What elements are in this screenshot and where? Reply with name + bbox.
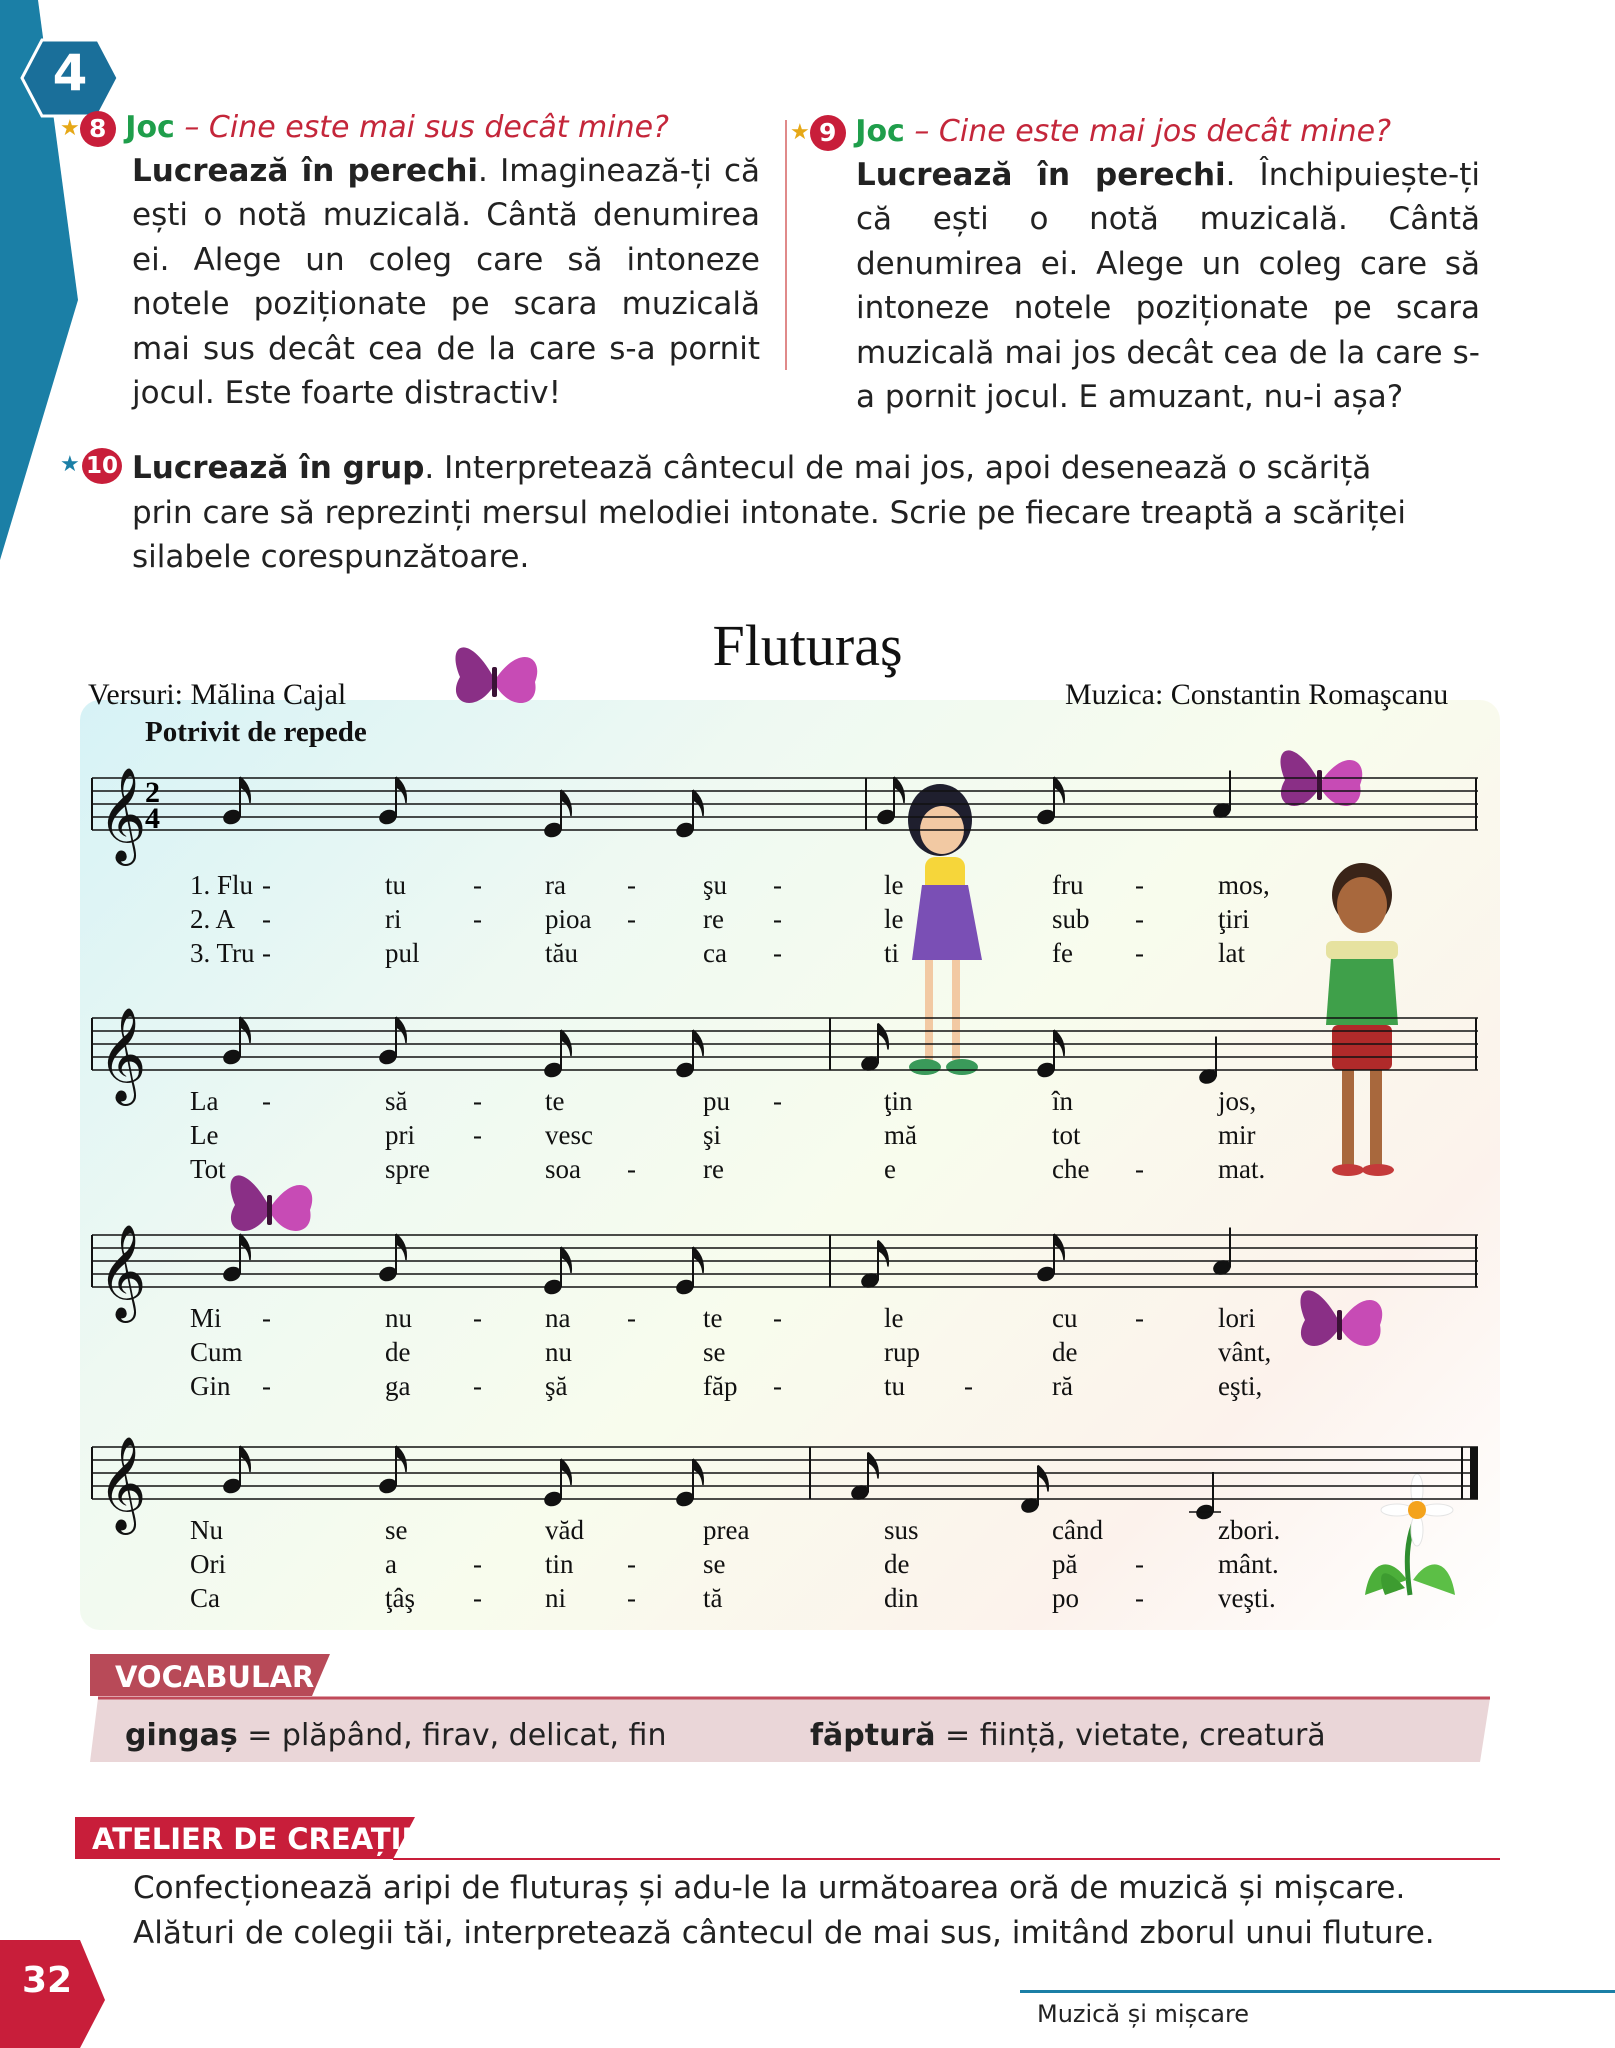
- vocabulary-definition: = plăpând, firav, delicat, fin: [237, 1718, 667, 1753]
- lyric-syllable: nu: [385, 1303, 412, 1333]
- vocabulary-item: [125, 1718, 666, 1753]
- chapter-number: 4: [52, 44, 88, 102]
- lyric-syllable: re: [703, 904, 724, 934]
- time-signature-bottom: 4: [145, 802, 160, 835]
- lyric-syllable: pul: [385, 938, 420, 968]
- lyric-hyphen: -: [964, 1371, 973, 1401]
- vocabulary-definition: = ființă, vietate, creatură: [935, 1718, 1326, 1753]
- lyric-syllable: şu: [703, 870, 728, 900]
- lyric-syllable: fru: [1052, 870, 1084, 900]
- task-bold: Lucrează în perechi: [132, 152, 479, 189]
- task-bold: Lucrează în grup: [132, 450, 425, 486]
- lyric-syllable: ti: [884, 938, 900, 968]
- lyric-syllable: Mi: [190, 1303, 222, 1333]
- lyric-syllable: ţiri: [1218, 904, 1250, 934]
- lyric-syllable: Ca: [190, 1583, 220, 1613]
- lyric-syllable: ga: [385, 1371, 411, 1401]
- butterfly-icon: [1265, 725, 1375, 835]
- lyric-syllable: Ori: [190, 1549, 226, 1579]
- task-number: 9: [810, 115, 846, 151]
- girl-illustration: [870, 775, 1020, 1095]
- lyric-syllable: ca: [703, 938, 727, 968]
- star-icon: ★: [60, 452, 80, 477]
- lyric-hyphen: -: [773, 870, 782, 900]
- lyric-syllable: văd: [545, 1515, 584, 1545]
- lyric-syllable: vesc: [545, 1120, 593, 1150]
- lyric-syllable: re: [703, 1154, 724, 1184]
- lyric-syllable: mânt.: [1218, 1549, 1279, 1579]
- lyric-hyphen: -: [473, 904, 482, 934]
- music-author: Muzica: Constantin Romaşcanu: [1065, 678, 1449, 711]
- star-icon: ★: [790, 120, 810, 145]
- task-10: [60, 446, 1407, 580]
- lyric-syllable: se: [385, 1515, 408, 1545]
- lyric-syllable: făp: [703, 1371, 738, 1401]
- lyric-hyphen: -: [1135, 1154, 1144, 1184]
- lyric-syllable: Gin: [190, 1371, 231, 1401]
- lyric-syllable: în: [1052, 1086, 1074, 1116]
- atelier-text: Confecționează aripi de fluturaș și adu-le la următoarea oră de muzică și mișcare. Alături de colegii tăi, interpretează cântecul de mai sus, imitând zborul unui fluture.: [133, 1870, 1435, 1951]
- task-body: . Imaginează-ți că ești o notă muzicală. Cântă denumirea ei. Alege un coleg care să intoneze notele poziționate pe scara muzicală mai sus decât cea de la care s-a pornit jocul. Este foarte distractiv!: [132, 152, 760, 411]
- lyric-syllable: le: [884, 1303, 904, 1333]
- lyric-hyphen: -: [473, 1371, 482, 1401]
- lyric-hyphen: -: [773, 938, 782, 968]
- lyric-syllable: sus: [884, 1515, 919, 1545]
- lyric-syllable: sub: [1052, 904, 1090, 934]
- task-label: Joc: [125, 110, 175, 145]
- lyric-syllable: Nu: [190, 1515, 223, 1545]
- lyric-syllable: vânt,: [1218, 1337, 1272, 1367]
- lyric-syllable: lat: [1218, 938, 1245, 968]
- lyric-hyphen: -: [773, 1371, 782, 1401]
- lyric-syllable: eşti,: [1218, 1371, 1263, 1401]
- lyric-syllable: cu: [1052, 1303, 1078, 1333]
- time-signature-top: 2: [145, 776, 160, 809]
- footer-subject: Muzică și mișcare: [1037, 2000, 1250, 2028]
- treble-clef-icon: 𝄞: [98, 1436, 147, 1531]
- lyric-syllable: pă: [1052, 1549, 1078, 1579]
- lyric-syllable: te: [703, 1303, 723, 1333]
- lyric-syllable: ri: [385, 904, 402, 934]
- treble-clef-icon: 𝄞: [98, 1007, 147, 1102]
- lyric-syllable: Cum: [190, 1337, 243, 1367]
- lyric-hyphen: -: [773, 904, 782, 934]
- vocabulary-item: [810, 1718, 1326, 1753]
- task-number: 8: [80, 111, 116, 147]
- star-icon: ★: [60, 116, 80, 141]
- lyric-syllable: pu: [703, 1086, 730, 1116]
- column-divider: [785, 120, 787, 370]
- lyric-hyphen: -: [262, 1303, 271, 1333]
- lyric-syllable: pioa: [545, 904, 592, 934]
- footer-line: [1020, 1990, 1615, 1993]
- task-8: [60, 110, 760, 416]
- lyric-syllable: când: [1052, 1515, 1103, 1545]
- boy-illustration: [1290, 855, 1440, 1185]
- lyric-syllable: prea: [703, 1515, 750, 1545]
- lyric-syllable: de: [385, 1337, 411, 1367]
- lyric-syllable: mos,: [1218, 870, 1270, 900]
- lyric-syllable: 2. A: [190, 904, 236, 934]
- lyric-syllable: mir: [1218, 1120, 1256, 1150]
- lyric-syllable: mat.: [1218, 1154, 1266, 1184]
- task-title: Cine este mai sus decât mine?: [208, 110, 669, 145]
- lyric-hyphen: -: [1135, 938, 1144, 968]
- lyric-syllable: spre: [385, 1154, 430, 1184]
- lyric-syllable: Le: [190, 1120, 219, 1150]
- lyric-syllable: să: [385, 1086, 408, 1116]
- lyric-hyphen: -: [262, 870, 271, 900]
- lyric-syllable: La: [190, 1086, 219, 1116]
- lyric-syllable: mă: [884, 1120, 917, 1150]
- lyric-syllable: soa: [545, 1154, 581, 1184]
- treble-clef-icon: 𝄞: [98, 767, 147, 862]
- lyrics-author: Versuri: Mălina Cajal: [88, 678, 347, 711]
- task-body: . Închipuiește-ți că ești o notă muzicală. Cântă denumirea ei. Alege un coleg care să intoneze notele poziționate pe scara muzicală mai jos decât cea de la care s-a pornit jocul. E amuzant, nu-i așa?: [856, 156, 1480, 415]
- lyric-syllable: 1. Flu: [190, 870, 254, 900]
- lyric-syllable: rup: [884, 1337, 920, 1367]
- lyric-syllable: şă: [545, 1371, 568, 1401]
- lyric-syllable: tă: [703, 1583, 723, 1613]
- lyric-hyphen: -: [627, 1549, 636, 1579]
- lyric-hyphen: -: [473, 1120, 482, 1150]
- lyric-hyphen: -: [262, 1086, 271, 1116]
- vocabulary-term: gingaș: [125, 1718, 238, 1753]
- lyric-hyphen: -: [773, 1086, 782, 1116]
- lyric-syllable: tu: [385, 870, 407, 900]
- lyric-syllable: se: [703, 1337, 726, 1367]
- page-number: 32: [22, 1960, 73, 2001]
- vocabulary-term: făptură: [810, 1718, 936, 1753]
- lyric-syllable: tot: [1052, 1120, 1081, 1150]
- lyric-hyphen: -: [1135, 1583, 1144, 1613]
- treble-clef-icon: 𝄞: [98, 1224, 147, 1319]
- lyric-syllable: veşti.: [1218, 1583, 1276, 1613]
- tempo-marking: Potrivit de repede: [145, 716, 367, 748]
- song-title: Fluturaş: [712, 613, 903, 678]
- task-dash: –: [174, 110, 209, 145]
- lyric-syllable: fe: [1052, 938, 1073, 968]
- lyric-hyphen: -: [473, 1086, 482, 1116]
- lyric-syllable: ra: [545, 870, 566, 900]
- lyric-syllable: tu: [884, 1371, 906, 1401]
- lyric-syllable: le: [884, 870, 904, 900]
- lyric-syllable: te: [545, 1086, 565, 1116]
- lyric-syllable: a: [385, 1549, 397, 1579]
- lyric-syllable: lori: [1218, 1303, 1256, 1333]
- lyric-hyphen: -: [262, 904, 271, 934]
- butterfly-icon: [440, 622, 550, 732]
- lyric-hyphen: -: [1135, 1303, 1144, 1333]
- lyric-syllable: e: [884, 1154, 896, 1184]
- lyric-syllable: jos,: [1218, 1086, 1257, 1116]
- vocabulary-label: VOCABULAR: [115, 1660, 315, 1694]
- lyric-syllable: de: [884, 1549, 910, 1579]
- lyric-hyphen: -: [473, 870, 482, 900]
- lyric-syllable: na: [545, 1303, 571, 1333]
- lyric-hyphen: -: [627, 904, 636, 934]
- lyric-syllable: se: [703, 1549, 726, 1579]
- task-number: 10: [82, 448, 122, 484]
- lyric-hyphen: -: [473, 1303, 482, 1333]
- lyric-syllable: le: [884, 904, 904, 934]
- lyric-hyphen: -: [262, 1371, 271, 1401]
- task-body: . Interpretează cântecul de mai jos, apoi desenează o scăriță prin care să reprezinți mersul melodiei intonate. Scrie pe fiecare treaptă a scăriței silabele corespunzătoare.: [132, 450, 1407, 575]
- lyric-syllable: zbori.: [1218, 1515, 1281, 1545]
- lyric-hyphen: -: [1135, 870, 1144, 900]
- lyric-hyphen: -: [1135, 1549, 1144, 1579]
- lyric-hyphen: -: [473, 1549, 482, 1579]
- lyric-syllable: nu: [545, 1337, 572, 1367]
- lyric-hyphen: -: [627, 1154, 636, 1184]
- task-bold: Lucrează în perechi: [856, 156, 1226, 193]
- lyric-hyphen: -: [627, 1303, 636, 1333]
- lyric-syllable: 3. Tru: [190, 938, 255, 968]
- lyric-hyphen: -: [627, 1583, 636, 1613]
- lyric-syllable: tău: [545, 938, 578, 968]
- atelier-label: ATELIER DE CREAȚIE: [92, 1822, 422, 1856]
- task-dash: –: [904, 114, 939, 149]
- lyric-hyphen: -: [627, 870, 636, 900]
- lyric-syllable: ţin: [884, 1086, 913, 1116]
- butterfly-icon: [1285, 1265, 1395, 1375]
- lyric-hyphen: -: [773, 1303, 782, 1333]
- lyric-syllable: che: [1052, 1154, 1090, 1184]
- lyric-syllable: po: [1052, 1583, 1079, 1613]
- task-9: [790, 114, 1480, 420]
- task-title: Cine este mai jos decât mine?: [938, 114, 1392, 149]
- lyric-syllable: de: [1052, 1337, 1078, 1367]
- lyric-hyphen: -: [262, 938, 271, 968]
- lyric-hyphen: -: [1135, 904, 1144, 934]
- lyric-syllable: ţâş: [385, 1583, 415, 1613]
- lyric-syllable: ni: [545, 1583, 567, 1613]
- lyric-syllable: din: [884, 1583, 919, 1613]
- butterfly-icon: [215, 1150, 325, 1260]
- task-label: Joc: [855, 114, 905, 149]
- lyric-hyphen: -: [473, 1583, 482, 1613]
- lyric-syllable: tin: [545, 1549, 574, 1579]
- lyric-syllable: pri: [385, 1120, 415, 1150]
- lyric-syllable: Tot: [190, 1154, 226, 1184]
- flower-icon: [1345, 1470, 1475, 1600]
- lyric-syllable: ră: [1052, 1371, 1073, 1401]
- lyric-syllable: şi: [703, 1120, 722, 1150]
